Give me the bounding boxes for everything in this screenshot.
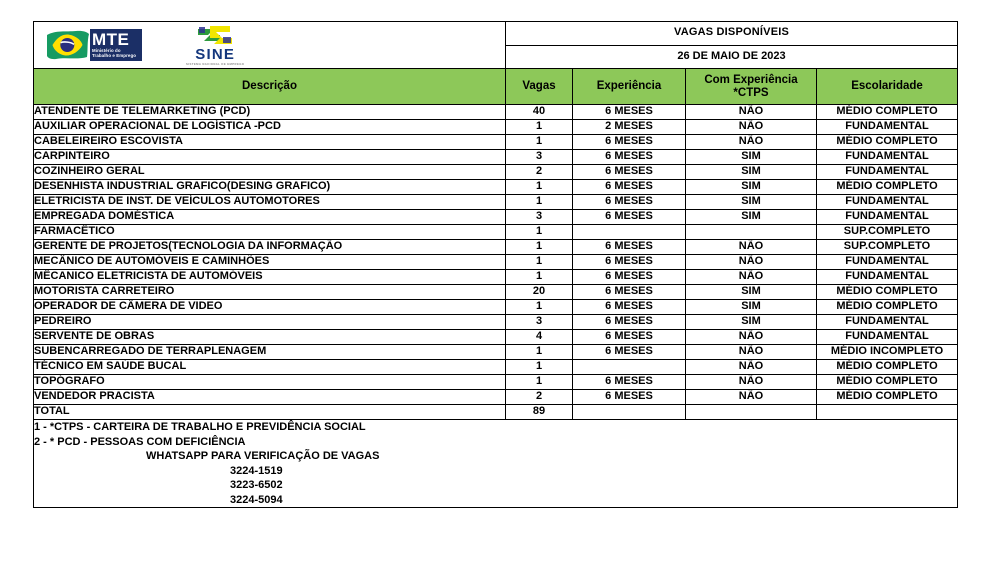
cell-vagas: 1 [506, 300, 573, 315]
cell-ctps: NÃO [686, 240, 817, 255]
total-experiencia [573, 405, 686, 420]
cell-ctps: NÃO [686, 135, 817, 150]
cell-escolaridade: FUNDAMENTAL [817, 150, 958, 165]
footer-notes [34, 420, 958, 508]
cell-descricao: TOPÓGRAFO [34, 375, 506, 390]
footer-notes-row [34, 420, 958, 508]
cell-ctps: SIM [686, 315, 817, 330]
table-row [34, 345, 958, 360]
cell-vagas: 1 [506, 255, 573, 270]
cell-experiencia: 6 MESES [573, 330, 686, 345]
page-title: VAGAS DISPONÍVEIS [506, 22, 958, 46]
cell-descricao: OPERADOR DE CÂMERA DE VIDEO [34, 300, 506, 315]
cell-experiencia [573, 225, 686, 240]
total-escolaridade [817, 405, 958, 420]
table-row [34, 300, 958, 315]
cell-ctps: SIM [686, 150, 817, 165]
cell-ctps: SIM [686, 195, 817, 210]
vacancies-table [33, 21, 958, 508]
cell-escolaridade: FUNDAMENTAL [817, 330, 958, 345]
cell-descricao: VENDEDOR PRACISTA [34, 390, 506, 405]
table-row [34, 330, 958, 345]
cell-descricao: GERENTE DE PROJETOS(TECNOLOGIA DA INFORMAÇÃO [34, 240, 506, 255]
column-header-ctps-line2: *CTPS [733, 86, 769, 99]
cell-descricao: EMPREGADA DOMÉSTICA [34, 210, 506, 225]
cell-vagas: 3 [506, 210, 573, 225]
cell-descricao: AUXILIAR OPERACIONAL DE LOGÍSTICA -PCD [34, 120, 506, 135]
whatsapp-label: WHATSAPP PARA VERIFICAÇÃO DE VAGAS [146, 450, 380, 462]
table-row [34, 180, 958, 195]
table-row [34, 240, 958, 255]
column-header-escolaridade: Escolaridade [817, 69, 958, 105]
publication-date: 26 DE MAIO DE 2023 [506, 45, 958, 69]
cell-experiencia: 6 MESES [573, 150, 686, 165]
cell-experiencia: 6 MESES [573, 390, 686, 405]
cell-escolaridade: FUNDAMENTAL [817, 165, 958, 180]
cell-descricao: SERVENTE DE OBRAS [34, 330, 506, 345]
cell-descricao: FARMACÊTICO [34, 225, 506, 240]
mte-logo [46, 28, 142, 62]
cell-escolaridade: MÉDIO COMPLETO [817, 285, 958, 300]
cell-descricao: CABELEIREIRO ESCOVISTA [34, 135, 506, 150]
cell-descricao: ELETRICISTA DE INST. DE VEÍCULOS AUTOMOTORES [34, 195, 506, 210]
footer-note-pcd: 2 - * PCD - PESSOAS COM DEFICIÊNCIA [34, 435, 246, 448]
mte-subtitle-line1: Ministério do [92, 47, 121, 53]
table-row [34, 135, 958, 150]
cell-vagas: 1 [506, 225, 573, 240]
cell-experiencia [573, 360, 686, 375]
cell-experiencia: 6 MESES [573, 195, 686, 210]
whatsapp-phone: 3223-6502 [230, 479, 283, 491]
total-ctps [686, 405, 817, 420]
cell-escolaridade: MÉDIO COMPLETO [817, 300, 958, 315]
cell-descricao: DESENHISTA INDUSTRIAL GRAFICO(DESING GRAFICO) [34, 180, 506, 195]
sine-wordmark: SINE [195, 46, 236, 63]
table-header-row [34, 69, 958, 105]
mte-abbr: MTE [92, 29, 130, 49]
total-label: TOTAL [34, 405, 506, 420]
cell-ctps: NÃO [686, 270, 817, 285]
cell-vagas: 3 [506, 150, 573, 165]
cell-vagas: 2 [506, 390, 573, 405]
cell-ctps [686, 225, 817, 240]
table-row [34, 120, 958, 135]
cell-ctps: SIM [686, 165, 817, 180]
cell-experiencia: 6 MESES [573, 255, 686, 270]
cell-escolaridade: FUNDAMENTAL [817, 210, 958, 225]
cell-experiencia: 6 MESES [573, 300, 686, 315]
cell-vagas: 1 [506, 135, 573, 150]
cell-ctps: NÃO [686, 375, 817, 390]
table-row [34, 375, 958, 390]
table-row [34, 165, 958, 180]
table-row [34, 210, 958, 225]
cell-escolaridade: FUNDAMENTAL [817, 315, 958, 330]
cell-experiencia: 2 MESES [573, 120, 686, 135]
table-row [34, 360, 958, 375]
cell-descricao: MOTORISTA CARRETEIRO [34, 285, 506, 300]
cell-vagas: 20 [506, 285, 573, 300]
cell-ctps: NÃO [686, 120, 817, 135]
cell-vagas: 2 [506, 165, 573, 180]
cell-escolaridade: MÉDIO COMPLETO [817, 360, 958, 375]
cell-escolaridade: SUP.COMPLETO [817, 225, 958, 240]
cell-experiencia: 6 MESES [573, 135, 686, 150]
cell-experiencia: 6 MESES [573, 180, 686, 195]
title-row [34, 22, 958, 46]
cell-experiencia: 6 MESES [573, 105, 686, 120]
mte-wordmark [90, 29, 142, 61]
cell-ctps: NÃO [686, 390, 817, 405]
table-row [34, 150, 958, 165]
cell-ctps: SIM [686, 300, 817, 315]
table-row [34, 315, 958, 330]
cell-ctps: NÃO [686, 255, 817, 270]
cell-experiencia: 6 MESES [573, 375, 686, 390]
cell-descricao: SUBENCARREGADO DE TERRAPLENAGEM [34, 345, 506, 360]
sine-tagline: SISTEMA NACIONAL DE EMPREGO [186, 62, 245, 66]
table-row [34, 255, 958, 270]
cell-vagas: 40 [506, 105, 573, 120]
sine-mark-icon [196, 24, 234, 46]
cell-escolaridade: MÉDIO COMPLETO [817, 375, 958, 390]
column-header-ctps [686, 69, 817, 105]
cell-vagas: 3 [506, 315, 573, 330]
column-header-descricao: Descrição [34, 69, 506, 105]
cell-descricao: CARPINTEIRO [34, 150, 506, 165]
cell-escolaridade: MÉDIO COMPLETO [817, 180, 958, 195]
footer-note-ctps: 1 - *CTPS - CARTEIRA DE TRABALHO E PREVIDÊNCIA SOCIAL [34, 421, 366, 433]
cell-vagas: 4 [506, 330, 573, 345]
cell-vagas: 1 [506, 360, 573, 375]
cell-vagas: 1 [506, 120, 573, 135]
whatsapp-phone: 3224-1519 [230, 464, 283, 477]
vacancies-sheet [33, 21, 957, 547]
whatsapp-phone: 3224-5094 [230, 493, 283, 506]
cell-escolaridade: FUNDAMENTAL [817, 195, 958, 210]
cell-vagas: 1 [506, 180, 573, 195]
cell-experiencia: 6 MESES [573, 210, 686, 225]
table-row [34, 105, 958, 120]
cell-ctps: NÃO [686, 345, 817, 360]
cell-escolaridade: MÉDIO COMPLETO [817, 135, 958, 150]
cell-descricao: MÊCANICO ELETRICISTA DE AUTOMÓVEIS [34, 270, 506, 285]
cell-escolaridade: MÉDIO INCOMPLETO [817, 345, 958, 360]
cell-experiencia: 6 MESES [573, 240, 686, 255]
total-vagas: 89 [506, 405, 573, 420]
mte-subtitle-line2: Trabalho e Emprego [92, 53, 137, 58]
cell-escolaridade: FUNDAMENTAL [817, 255, 958, 270]
sine-logo [186, 24, 244, 66]
cell-vagas: 1 [506, 375, 573, 390]
column-header-experiencia: Experiência [573, 69, 686, 105]
table-row [34, 225, 958, 240]
logo-cell [34, 22, 506, 69]
cell-escolaridade: FUNDAMENTAL [817, 120, 958, 135]
cell-vagas: 1 [506, 270, 573, 285]
cell-escolaridade: SUP.COMPLETO [817, 240, 958, 255]
cell-ctps: NÃO [686, 330, 817, 345]
cell-experiencia: 6 MESES [573, 315, 686, 330]
cell-experiencia: 6 MESES [573, 285, 686, 300]
cell-experiencia: 6 MESES [573, 165, 686, 180]
total-row [34, 405, 958, 420]
table-row [34, 195, 958, 210]
cell-descricao: TÉCNICO EM SAÚDE BUCAL [34, 360, 506, 375]
table-row [34, 270, 958, 285]
cell-vagas: 1 [506, 195, 573, 210]
cell-ctps: SIM [686, 285, 817, 300]
table-row [34, 390, 958, 405]
cell-escolaridade: FUNDAMENTAL [817, 270, 958, 285]
cell-experiencia: 6 MESES [573, 270, 686, 285]
cell-descricao: MECÂNICO DE AUTOMÓVEIS E CAMINHÕES [34, 255, 506, 270]
cell-descricao: ATENDENTE DE TELEMARKETING (PCD) [34, 105, 506, 120]
cell-escolaridade: MÉDIO COMPLETO [817, 105, 958, 120]
cell-ctps: SIM [686, 210, 817, 225]
column-header-ctps-line1: Com Experiência [704, 74, 798, 87]
table-row [34, 285, 958, 300]
column-header-vagas: Vagas [506, 69, 573, 105]
cell-vagas: 1 [506, 345, 573, 360]
cell-vagas: 1 [506, 240, 573, 255]
cell-experiencia: 6 MESES [573, 345, 686, 360]
cell-descricao: PEDREIRO [34, 315, 506, 330]
brazil-flag-icon [46, 29, 90, 61]
cell-escolaridade: MÉDIO COMPLETO [817, 390, 958, 405]
cell-ctps: NÃO [686, 105, 817, 120]
cell-descricao: COZINHEIRO GERAL [34, 165, 506, 180]
cell-ctps: NÃO [686, 360, 817, 375]
cell-ctps: SIM [686, 180, 817, 195]
